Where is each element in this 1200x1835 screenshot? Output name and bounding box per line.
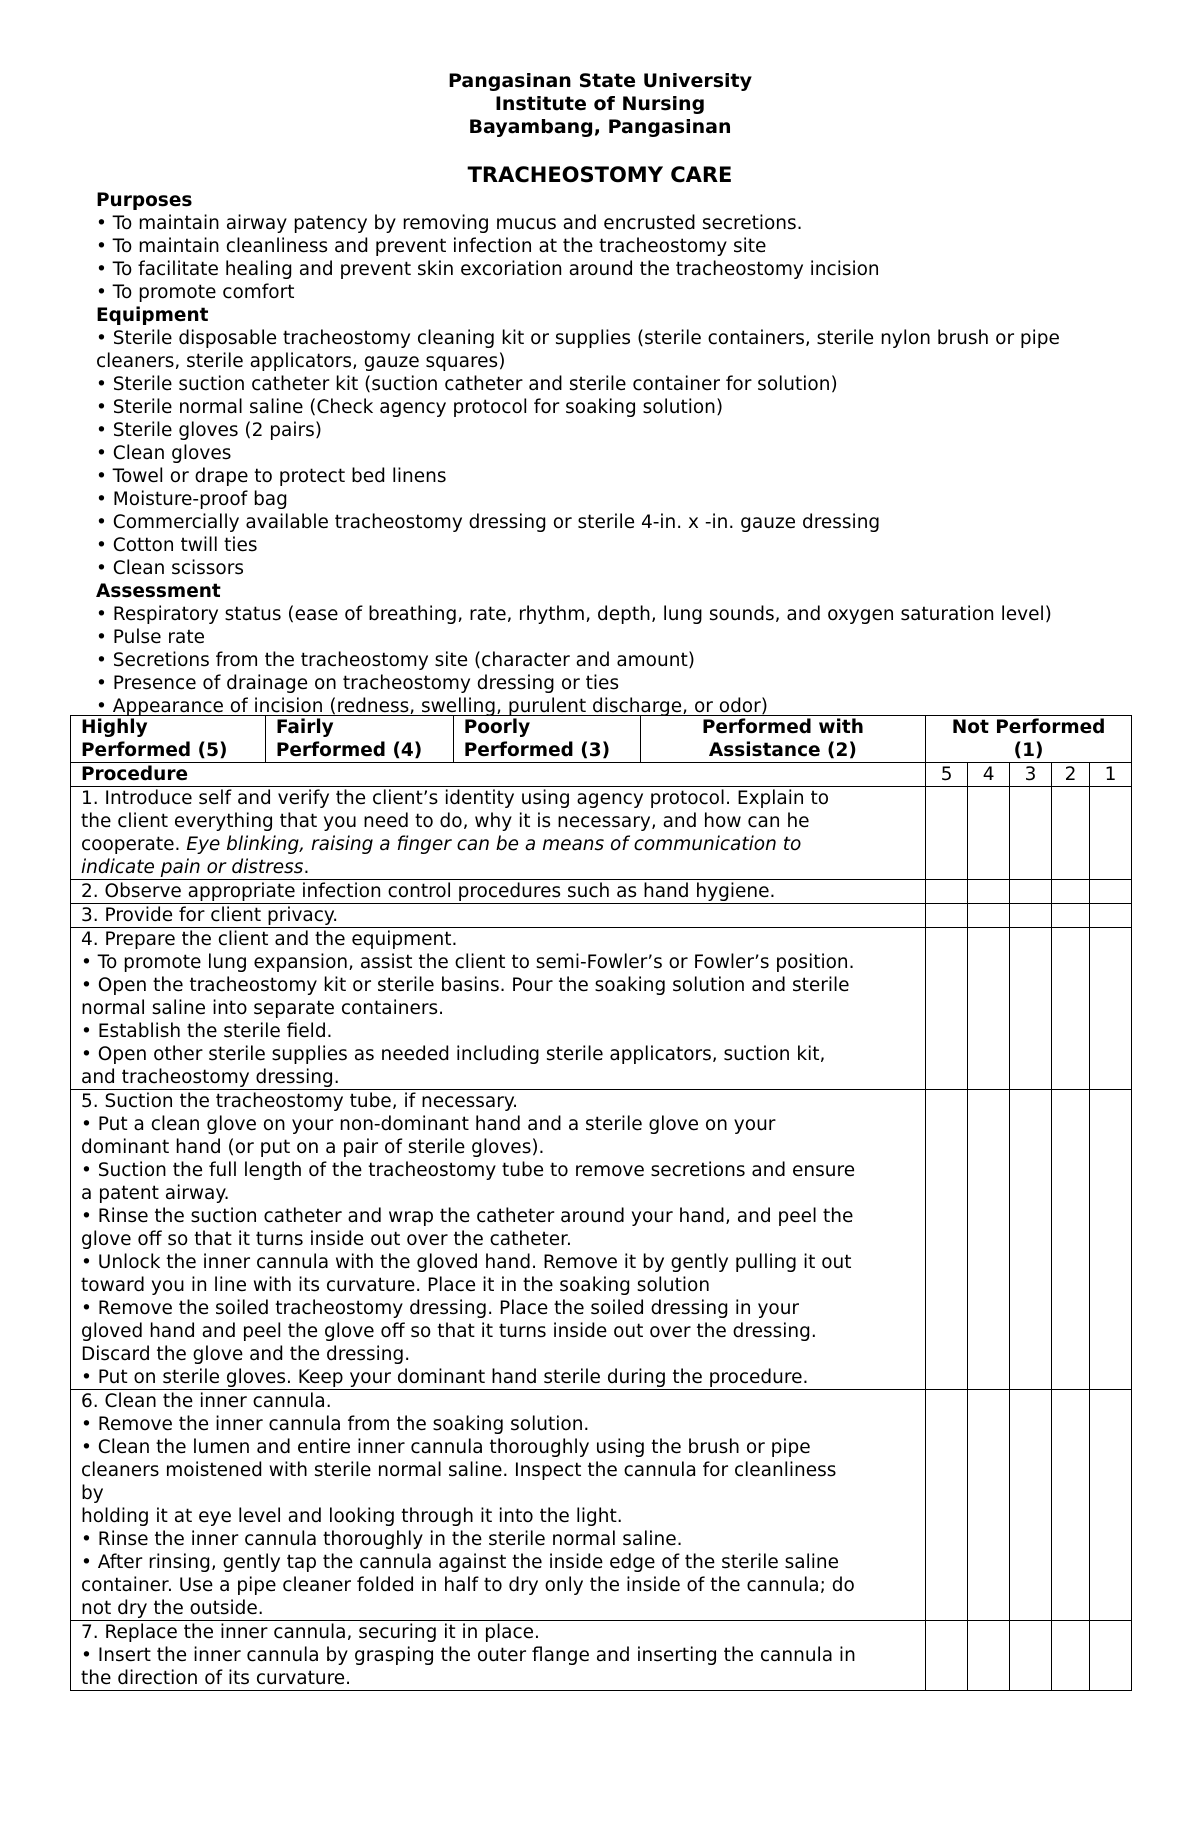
- university-name: Pangasinan State University: [447, 70, 753, 92]
- score-cell[interactable]: [1089, 1390, 1131, 1621]
- rating-fairly: Fairly Performed (4): [265, 716, 453, 763]
- score-cell[interactable]: [1052, 1390, 1090, 1621]
- procedure-step-1: [71, 787, 926, 880]
- table-row: [71, 1090, 1132, 1390]
- score-cell[interactable]: [1052, 787, 1090, 880]
- evaluation-table: [70, 715, 1132, 1691]
- score-cell[interactable]: [1010, 787, 1052, 880]
- table-row: [71, 928, 1132, 1090]
- table-row: [71, 1390, 1132, 1621]
- procedure-step-3: 3. Provide for client privacy.: [71, 904, 926, 928]
- list-item: • To facilitate healing and prevent skin excoriation around the tracheostomy incision: [96, 258, 1136, 281]
- procedure-step-4: 4. Prepare the client and the equipment. • To promote lung expansion, assist the client to semi-Fowler’s or Fowler’s position. • Open the tracheostomy kit or sterile basins. Pour the soaking solution and sterile normal saline into separate containers. • Establish the sterile field. • Open other sterile supplies as needed including sterile applicators, suction kit, and tracheostomy dressing.: [71, 928, 926, 1090]
- list-item: • Moisture-proof bag: [96, 488, 1136, 511]
- score-cell[interactable]: [1052, 1090, 1090, 1390]
- document-title: TRACHEOSTOMY CARE: [467, 163, 733, 187]
- score-cell[interactable]: [1089, 928, 1131, 1090]
- score-header-1: 1: [1089, 763, 1131, 787]
- table-row: [71, 904, 1132, 928]
- list-item: • Sterile suction catheter kit (suction catheter and sterile container for solution): [96, 373, 1136, 396]
- score-cell[interactable]: [968, 1390, 1010, 1621]
- procedure-step-2: 2. Observe appropriate infection control procedures such as hand hygiene.: [71, 880, 926, 904]
- score-cell[interactable]: [1010, 928, 1052, 1090]
- assessment-list: [96, 603, 1136, 718]
- list-item: • Clean scissors: [96, 557, 1136, 580]
- list-item: • Towel or drape to protect bed linens: [96, 465, 1136, 488]
- institute-name: Institute of Nursing: [494, 93, 706, 115]
- score-cell[interactable]: [968, 928, 1010, 1090]
- purposes-list: [96, 212, 1136, 304]
- procedure-label: Procedure: [71, 763, 926, 787]
- score-cell[interactable]: [1052, 1621, 1090, 1691]
- document-header: [0, 70, 1200, 139]
- equipment-heading: Equipment: [96, 305, 209, 326]
- equipment-list: [96, 327, 1136, 580]
- score-cell[interactable]: [1010, 880, 1052, 904]
- score-header-2: 2: [1052, 763, 1090, 787]
- score-cell[interactable]: [968, 880, 1010, 904]
- list-item: • Sterile normal saline (Check agency protocol for soaking solution): [96, 396, 1136, 419]
- score-cell[interactable]: [1089, 1090, 1131, 1390]
- rating-not-performed: Not Performed (1): [926, 716, 1132, 763]
- purposes-heading: Purposes: [96, 190, 193, 211]
- step-text: 1. Introduce self and verify the client’s identity using agency protocol. Explain to the client everything that you need to do, why it is necessary, and how can he cooperate.: [81, 788, 830, 855]
- score-header-3: 3: [1010, 763, 1052, 787]
- table-row: [71, 880, 1132, 904]
- list-item: • Clean gloves: [96, 442, 1136, 465]
- score-cell[interactable]: [968, 904, 1010, 928]
- score-cell[interactable]: [926, 904, 968, 928]
- table-row: [71, 1621, 1132, 1691]
- score-cell[interactable]: [1010, 1621, 1052, 1691]
- score-cell[interactable]: [926, 787, 968, 880]
- rating-highly: Highly Performed (5): [71, 716, 266, 763]
- score-cell[interactable]: [1010, 1390, 1052, 1621]
- score-cell[interactable]: [926, 880, 968, 904]
- list-item: • Respiratory status (ease of breathing, rate, rhythm, depth, lung sounds, and oxygen saturation level): [96, 603, 1136, 626]
- score-cell[interactable]: [1089, 904, 1131, 928]
- list-item: • Sterile disposable tracheostomy cleaning kit or supplies (sterile containers, sterile nylon brush or pipe cleaners, sterile applicators, gauze squares): [96, 327, 1136, 373]
- rating-scale-row: [71, 716, 1132, 763]
- score-cell[interactable]: [1052, 904, 1090, 928]
- score-cell[interactable]: [1089, 880, 1131, 904]
- score-cell[interactable]: [1010, 904, 1052, 928]
- step-tail: .: [303, 857, 310, 878]
- procedure-header-row: [71, 763, 1132, 787]
- location: Bayambang, Pangasinan: [468, 116, 732, 138]
- table-row: [71, 787, 1132, 880]
- score-cell[interactable]: [1089, 787, 1131, 880]
- score-cell[interactable]: [968, 1090, 1010, 1390]
- score-cell[interactable]: [1052, 928, 1090, 1090]
- score-cell[interactable]: [1010, 1090, 1052, 1390]
- list-item: • To maintain airway patency by removing mucus and encrusted secretions.: [96, 212, 1136, 235]
- score-cell[interactable]: [1052, 880, 1090, 904]
- list-item: • Secretions from the tracheostomy site (character and amount): [96, 649, 1136, 672]
- rating-assisted: Performed with Assistance (2): [640, 716, 926, 763]
- list-item: • To maintain cleanliness and prevent infection at the tracheostomy site: [96, 235, 1136, 258]
- score-cell[interactable]: [926, 1090, 968, 1390]
- rating-poorly: Poorly Performed (3): [453, 716, 640, 763]
- list-item: • Presence of drainage on tracheostomy dressing or ties: [96, 672, 1136, 695]
- score-cell[interactable]: [926, 928, 968, 1090]
- score-cell[interactable]: [926, 1621, 968, 1691]
- procedure-step-5: 5. Suction the tracheostomy tube, if necessary. • Put a clean glove on your non-dominant hand and a sterile glove on your dominant hand (or put on a pair of sterile gloves). • Suction the full length of the tracheostomy tube to remove secretions and ensure a patent airway. • Rinse the suction catheter and wrap the catheter around your hand, and peel the glove off so that it turns inside out over the catheter. • Unlock the inner cannula with the gloved hand. Remove it by gently pulling it out toward you in line with its curvature. Place it in the soaking solution • Remove the soiled tracheostomy dressing. Place the soiled dressing in your gloved hand and peel the glove off so that it turns inside out over the dressing. Discard the glove and the dressing. • Put on sterile gloves. Keep your dominant hand sterile during the procedure.: [71, 1090, 926, 1390]
- procedure-step-7: 7. Replace the inner cannula, securing it in place. • Insert the inner cannula by grasping the outer flange and inserting the cannula in the direction of its curvature.: [71, 1621, 926, 1691]
- score-cell[interactable]: [926, 1390, 968, 1621]
- list-item: • Commercially available tracheostomy dressing or sterile 4-in. x -in. gauze dressing: [96, 511, 1136, 534]
- step-italic-note: Eye blinking, raising a finger can be a means of communication to indicate pain or distress: [81, 834, 802, 878]
- list-item: • Cotton twill ties: [96, 534, 1136, 557]
- list-item: • Pulse rate: [96, 626, 1136, 649]
- score-header-4: 4: [968, 763, 1010, 787]
- score-header-5: 5: [926, 763, 968, 787]
- list-item: • Appearance of incision (redness, swelling, purulent discharge, or odor): [96, 695, 1136, 718]
- score-cell[interactable]: [968, 787, 1010, 880]
- score-cell[interactable]: [968, 1621, 1010, 1691]
- score-cell[interactable]: [1089, 1621, 1131, 1691]
- intro-sections: [96, 189, 1136, 718]
- procedure-step-6: 6. Clean the inner cannula. • Remove the inner cannula from the soaking solution. • Clean the lumen and entire inner cannula thoroughly using the brush or pipe cleaners moistened with sterile normal saline. Inspect the cannula for cleanliness by holding it at eye level and looking through it into the light. • Rinse the inner cannula thoroughly in the sterile normal saline. • After rinsing, gently tap the cannula against the inside edge of the sterile saline container. Use a pipe cleaner folded in half to dry only the inside of the cannula; do not dry the outside.: [71, 1390, 926, 1621]
- assessment-heading: Assessment: [96, 581, 221, 602]
- list-item: • To promote comfort: [96, 281, 1136, 304]
- list-item: • Sterile gloves (2 pairs): [96, 419, 1136, 442]
